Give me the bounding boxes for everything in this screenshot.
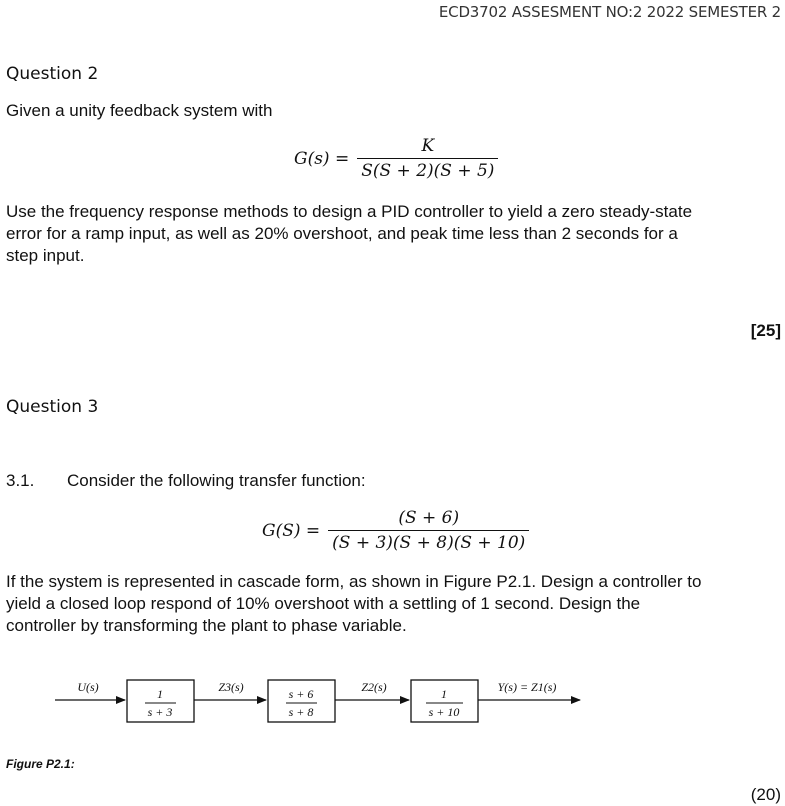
equation-denominator: S(S + 2)(S + 5) <box>361 161 495 181</box>
question-2-equation <box>294 136 498 181</box>
question-2-marks: [25] <box>750 321 781 340</box>
question-2-title: Question 2 <box>6 64 99 84</box>
equation-fraction <box>357 136 498 181</box>
block-1-numerator: 1 <box>157 687 163 701</box>
block-1-denominator: s + 3 <box>147 705 173 719</box>
body-line: controller by transforming the plant to phase variable. <box>6 616 407 635</box>
question-3-title: Question 3 <box>6 397 99 417</box>
body-line: error for a ramp input, as well as 20% overshoot, and peak time less than 2 seconds for a <box>6 224 678 243</box>
output-label: Y(s) = Z1(s) <box>497 680 557 694</box>
figure-caption: Figure P2.1: <box>6 757 75 771</box>
page-header: ECD3702 ASSESMENT NO:2 2022 SEMESTER 2 <box>438 3 781 21</box>
equation-denominator: (S + 3)(S + 8)(S + 10) <box>332 533 526 553</box>
body-line: If the system is represented in cascade form, as shown in Figure P2.1. Design a controller to <box>6 572 702 591</box>
equation-lhs: G(s) = <box>294 148 350 169</box>
block-2-denominator: s + 8 <box>288 705 314 719</box>
block-2-numerator: s + 6 <box>288 687 314 701</box>
question-2-body <box>6 201 781 267</box>
signal-z2-label: Z2(s) <box>361 680 387 694</box>
block-3-numerator: 1 <box>441 687 447 701</box>
body-line: Use the frequency response methods to design a PID controller to yield a zero steady-state <box>6 202 693 221</box>
item-number: 3.1. <box>6 471 35 490</box>
question-2-intro: Given a unity feedback system with <box>6 101 273 120</box>
question-3-body <box>6 571 784 637</box>
question-3-equation <box>262 508 529 553</box>
equation-numerator: (S + 6) <box>328 508 529 531</box>
item-text: Consider the following transfer function: <box>67 471 366 490</box>
question-3-marks: (20) <box>750 785 781 804</box>
equation-lhs: G(S) = <box>262 520 321 541</box>
signal-z3-label: Z3(s) <box>218 680 244 694</box>
equation-fraction <box>328 508 529 553</box>
input-label: U(s) <box>77 680 99 694</box>
cascade-block-diagram <box>0 660 600 745</box>
body-line: yield a closed loop respond of 10% overshoot with a settling of 1 second. Design the <box>6 594 641 613</box>
block-3-denominator: s + 10 <box>428 705 460 719</box>
body-line: step input. <box>6 246 85 265</box>
equation-numerator: K <box>357 136 498 159</box>
